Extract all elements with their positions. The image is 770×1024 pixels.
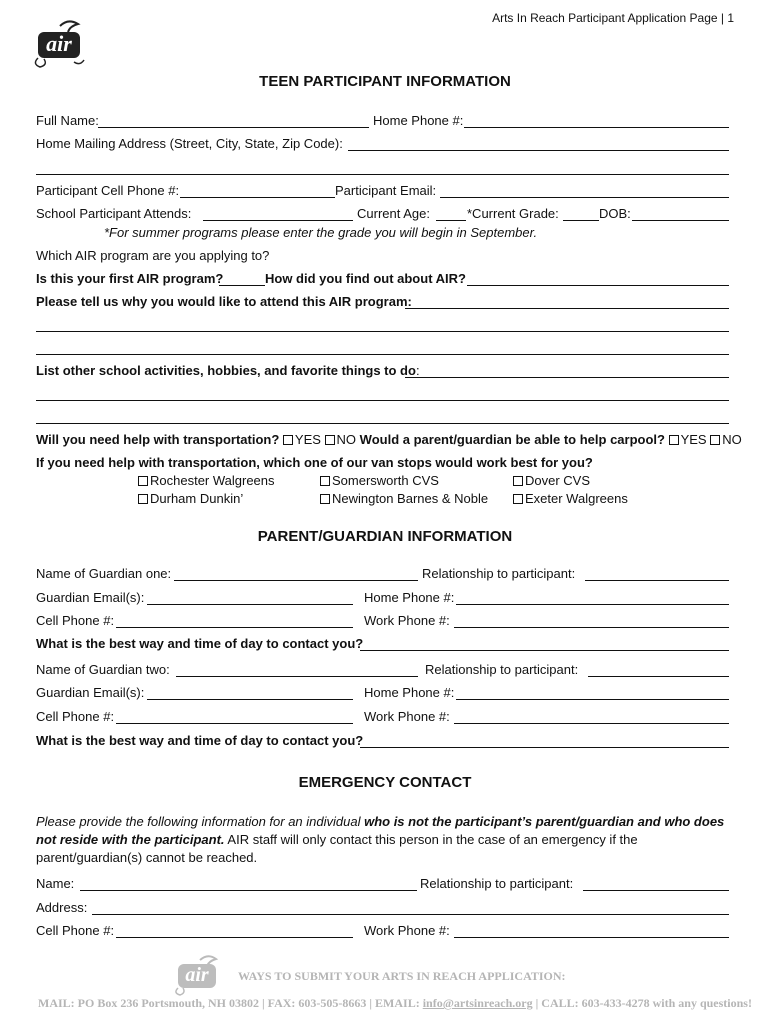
dob-field[interactable] [632,220,729,221]
dob-label: DOB: [599,206,631,221]
page-label: Arts In Reach Participant Application Page | 1 [492,11,734,25]
guardian-two-email-field[interactable] [147,699,353,700]
checkbox-icon[interactable] [320,476,330,486]
guardian-one-work-field[interactable] [454,627,729,628]
grade-label: *Current Grade: [467,206,559,221]
carpool-yes-checkbox[interactable] [669,435,679,445]
guardian-two-relationship-field[interactable] [588,676,729,677]
guardian-one-relationship-field[interactable] [585,580,729,581]
footer-logo-text: air [178,964,216,988]
emergency-intro-bold2: not reside with the participant. [36,832,225,847]
stop-durham[interactable] [138,491,243,507]
home-phone-field[interactable] [464,127,729,128]
emergency-address-label: Address: [36,900,88,915]
guardian-one-email-label: Guardian Email(s): [36,590,145,605]
transport-yes-checkbox[interactable] [283,435,293,445]
activities-field-2[interactable] [36,400,729,401]
footer-mail: MAIL: PO Box 236 Portsmouth, NH 03802 | FAX: 603-505-8663 | EMAIL: [38,996,423,1010]
emergency-intro-line2 [36,832,638,848]
age-label: Current Age: [357,206,430,221]
guardian-two-relationship-label: Relationship to participant: [425,662,579,677]
emergency-intro-line1 [36,814,724,830]
transport-row [36,432,742,448]
footer-ways: WAYS TO SUBMIT YOUR ARTS IN REACH APPLICATION: [238,969,566,983]
emergency-relationship-field[interactable] [583,890,729,891]
guardian-one-cell-label: Cell Phone #: [36,613,115,628]
address-field-2[interactable] [36,174,729,175]
stop-label: Dover CVS [525,473,591,488]
guardian-one-home-phone-label: Home Phone #: [364,590,455,605]
address-field[interactable] [348,150,729,151]
guardian-one-work-label: Work Phone #: [364,613,450,628]
activities-label [36,363,420,379]
why-attend-field-3[interactable] [36,354,729,355]
parent-section-title: PARENT/GUARDIAN INFORMATION [257,528,513,545]
cell-phone-label: Participant Cell Phone #: [36,183,180,198]
transport-no-checkbox[interactable] [325,435,335,445]
summer-note: *For summer programs please enter the grade you will begin in September. [104,225,538,240]
checkbox-icon[interactable] [138,476,148,486]
guardian-two-work-field[interactable] [454,723,729,724]
which-program-label: Which AIR program are you applying to? [36,248,270,263]
guardian-one-best-way-field[interactable] [360,650,729,651]
guardian-one-email-field[interactable] [147,604,353,605]
first-program-field[interactable] [219,285,265,286]
found-out-label: How did you find out about AIR? [265,271,466,286]
activities-field[interactable] [405,377,729,378]
guardian-two-home-phone-label: Home Phone #: [364,685,455,700]
first-program-label: Is this your first AIR program? [36,271,224,286]
checkbox-icon[interactable] [513,494,523,504]
emergency-intro-line3: parent/guardian(s) cannot be reached. [36,850,258,865]
guardian-two-home-phone-field[interactable] [456,699,729,700]
grade-field[interactable] [563,220,599,221]
guardian-two-cell-field[interactable] [116,723,353,724]
stop-label: Exeter Walgreens [525,491,628,506]
stop-newington[interactable] [320,491,488,507]
logo-text: air [38,32,80,58]
guardian-one-best-way-label: What is the best way and time of day to contact you? [36,636,364,651]
stop-somersworth[interactable] [320,473,439,489]
emergency-work-field[interactable] [454,937,729,938]
carpool-yes-label: YES [680,432,707,447]
guardian-one-home-phone-field[interactable] [456,604,729,605]
emergency-address-field[interactable] [92,914,729,915]
van-stop-question: If you need help with transportation, which one of our van stops would work best for you? [36,455,593,470]
emergency-intro-rest: AIR staff will only contact this person in the case of an emergency if the [224,832,638,847]
age-field[interactable] [436,220,466,221]
why-attend-field[interactable] [405,308,729,309]
emergency-cell-label: Cell Phone #: [36,923,115,938]
why-attend-field-2[interactable] [36,331,729,332]
guardian-two-email-label: Guardian Email(s): [36,685,145,700]
found-out-field[interactable] [467,285,729,286]
carpool-no-label: NO [722,432,742,447]
emergency-name-label: Name: [36,876,75,891]
stop-rochester[interactable] [138,473,275,489]
emergency-name-field[interactable] [80,890,417,891]
footer-air-logo [170,954,230,996]
guardian-two-cell-label: Cell Phone #: [36,709,115,724]
guardian-two-best-way-label: What is the best way and time of day to contact you? [36,733,364,748]
emergency-relationship-label: Relationship to participant: [420,876,574,891]
why-attend-label: Please tell us why you would like to attend this AIR program: [36,294,412,309]
emergency-section-title: EMERGENCY CONTACT [298,774,472,791]
stop-exeter[interactable] [513,491,628,507]
full-name-label: Full Name: [36,113,99,128]
teen-section-title: TEEN PARTICIPANT INFORMATION [259,73,511,90]
stop-label: Rochester Walgreens [150,473,275,488]
guardian-two-field[interactable] [176,676,418,677]
checkbox-icon[interactable] [513,476,523,486]
stop-label: Somersworth CVS [332,473,439,488]
address-label: Home Mailing Address (Street, City, State, Zip Code): [36,136,343,151]
school-label: School Participant Attends: [36,206,192,221]
emergency-intro-bold1: who is not the participant’s parent/guardian and who does [364,814,725,829]
checkbox-icon[interactable] [138,494,148,504]
activities-colon: : [415,363,420,378]
emergency-cell-field[interactable] [116,937,353,938]
footer-email-link[interactable]: info@artsinreach.org [422,996,533,1010]
footer-contact-line [38,996,752,1011]
transport-no-label: NO [336,432,357,447]
footer-call: | CALL: 603-433-4278 with any questions! [532,996,752,1010]
email-label: Participant Email: [335,183,437,198]
activities-label-text: List other school activities, hobbies, and favorite things to do [36,363,416,378]
guardian-two-label: Name of Guardian two: [36,662,170,677]
activities-field-3[interactable] [36,423,729,424]
guardian-one-cell-field[interactable] [116,627,353,628]
emergency-intro-italic: Please provide the following information for an individual [36,814,365,829]
air-logo [30,18,94,68]
stop-dover[interactable] [513,473,590,489]
full-name-field[interactable] [98,127,369,128]
transport-yes-label: YES [294,432,321,447]
checkbox-icon[interactable] [320,494,330,504]
guardian-one-label: Name of Guardian one: [36,566,172,581]
guardian-one-relationship-label: Relationship to participant: [422,566,576,581]
transport-question: Will you need help with transportation? [36,432,280,447]
cell-phone-field[interactable] [180,197,335,198]
email-field[interactable] [440,197,729,198]
guardian-two-work-label: Work Phone #: [364,709,450,724]
home-phone-label: Home Phone #: [373,113,464,128]
stop-label: Newington Barnes & Noble [332,491,489,506]
stop-label: Durham Dunkin’ [150,491,244,506]
guardian-one-field[interactable] [174,580,418,581]
guardian-two-best-way-field[interactable] [360,747,729,748]
emergency-work-label: Work Phone #: [364,923,450,938]
carpool-no-checkbox[interactable] [710,435,720,445]
school-field[interactable] [203,220,353,221]
carpool-question: Would a parent/guardian be able to help carpool? [359,432,665,447]
